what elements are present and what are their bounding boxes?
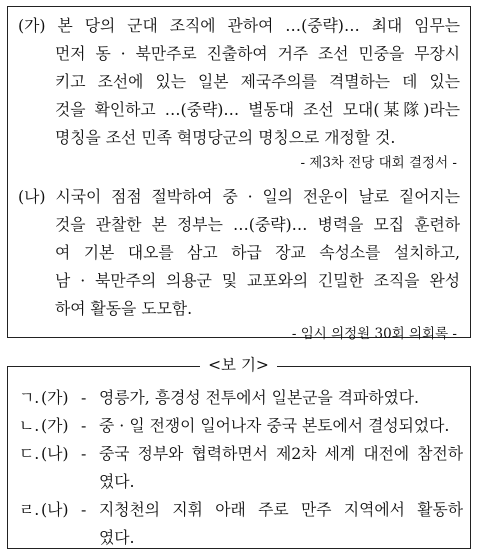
option-text: 중 · 일 전쟁이 일어나자 중국 본토에서 결성되었다. — [99, 416, 450, 435]
option-dash: - — [81, 500, 87, 519]
option-text-continuation: 였다. — [99, 528, 135, 547]
option-text-continuation: 였다. — [99, 472, 135, 491]
option-dash: - — [81, 444, 87, 463]
option-passage-tag: (가) — [41, 416, 69, 435]
option-passage-tag: (가) — [41, 388, 69, 407]
passage-na-line-3: 여 기본 대오를 삼고 하급 장교 속성소를 설치하고, — [55, 243, 460, 262]
options-heading-label: <보 기> — [200, 356, 277, 374]
option-item — [19, 384, 463, 412]
option-text: 중국 정부와 협력하면서 제2차 세계 대전에 참전하 — [99, 444, 463, 463]
passage-na-line-2: 것을 관찰한 본 정부는 …(중략)… 병력을 모집 훈련하 — [55, 215, 460, 234]
option-marker: ㄴ. — [19, 416, 40, 435]
passage-ga-line-4: 것을 확인하고 …(중략)… 별동대 조선 모대(某隊)라는 — [55, 100, 460, 119]
options-box — [7, 366, 471, 549]
option-item — [19, 440, 463, 468]
option-dash: - — [81, 388, 87, 407]
passage-ga-line-1: (가) 본 당의 군대 조직에 관하여 …(중략)… 최대 임무는 — [18, 16, 460, 35]
option-item — [19, 412, 463, 440]
passage-ga-line-2: 먼저 동 · 북만주로 진출하여 거주 조선 민중을 무장시 — [55, 44, 460, 63]
option-marker: ㄱ. — [19, 388, 40, 407]
passage-na — [18, 183, 460, 345]
option-item — [19, 496, 463, 524]
option-passage-tag: (나) — [41, 500, 69, 519]
source-passages-box — [7, 6, 471, 342]
options-heading — [0, 355, 477, 375]
passage-ga-citation: - 제3차 전당 대회 결정서 - — [300, 155, 457, 171]
option-text: 지청천의 지휘 아래 주로 만주 지역에서 활동하 — [99, 500, 463, 519]
options-list — [19, 384, 463, 552]
passage-ga — [18, 12, 460, 174]
passage-ga-line-5: 명칭을 조선 민족 혁명당군의 명칭으로 개정할 것. — [55, 128, 396, 147]
passage-na-line-1: (나) 시국이 점점 절박하여 중 · 일의 전운이 날로 짙어지는 — [18, 187, 460, 206]
passage-na-line-5: 하여 활동을 도모함. — [55, 299, 193, 318]
passage-na-citation: - 임시 의정원 30회 의회록 - — [291, 326, 457, 342]
option-marker: ㄷ. — [19, 444, 40, 463]
passage-ga-line-3: 키고 조선에 있는 일본 제국주의를 격멸하는 데 있는 — [55, 72, 460, 91]
passage-na-line-4: 남 · 북만주의 의용군 및 교포와의 긴밀한 조직을 완성 — [55, 271, 460, 290]
option-dash: - — [81, 416, 87, 435]
option-passage-tag: (나) — [41, 444, 69, 463]
option-marker: ㄹ. — [19, 500, 40, 519]
option-text: 영릉가, 흥경성 전투에서 일본군을 격파하였다. — [99, 388, 420, 407]
